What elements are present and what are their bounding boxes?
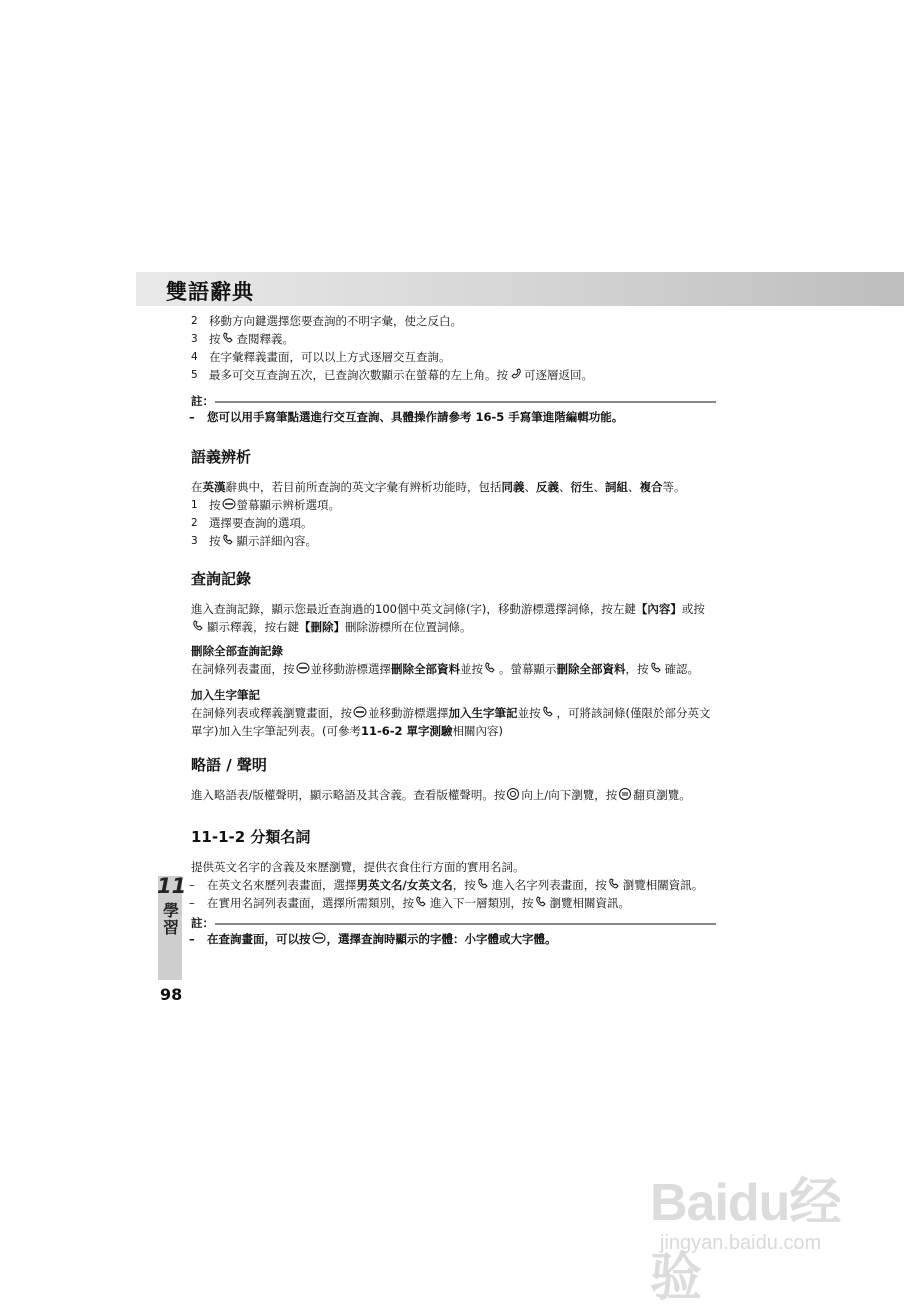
- step-text: 移動方向鍵選擇您要查詢的不明字彙，使之反白。: [209, 314, 462, 328]
- menu-key-icon: [353, 705, 367, 717]
- para-text: 進入略語表/版權聲明，顯示略語及其含義。查看版權聲明。按: [191, 788, 506, 802]
- delete-all-paragraph: [191, 660, 716, 678]
- para-text: 在詞條列表畫面，按: [191, 662, 295, 676]
- phone-key-icon: [542, 705, 556, 717]
- step-number: 1: [191, 499, 198, 511]
- subheading-add-note: 加入生字筆記: [191, 688, 260, 702]
- bullet-bold: 男英文名/女英文名: [356, 878, 453, 892]
- para-text: 刪除游標所在位置詞條。: [345, 620, 472, 634]
- category-intro: 提供英文名字的含義及來歷瀏覽，提供衣食住行方面的實用名詞。: [191, 860, 525, 874]
- step-text: 顯示詳細內容。: [236, 534, 317, 548]
- bullet-text: 瀏覽相關資訊。: [622, 878, 704, 892]
- note-heading: [191, 392, 716, 408]
- bullet-text: 在實用名詞列表畫面，選擇所需類別，按: [207, 896, 414, 910]
- abbr-paragraph: [191, 786, 716, 804]
- chapter-number: 11: [157, 874, 187, 898]
- bullet-dash: –: [189, 932, 195, 946]
- step-item: [191, 348, 716, 366]
- step-number: 3: [191, 333, 198, 345]
- menu-key-icon: [312, 931, 326, 943]
- step-text: 按: [209, 534, 221, 548]
- watermark-logo: Baidu经验: [650, 1174, 841, 1307]
- intro-sep: 、: [593, 480, 605, 494]
- section-intro: [191, 478, 716, 496]
- bullet-text: 進入名字列表畫面，按: [491, 878, 607, 892]
- intro-sep: 、: [628, 480, 640, 494]
- step-number: 2: [191, 315, 198, 327]
- note-item: [189, 930, 716, 948]
- para-text: 並按: [517, 706, 541, 720]
- step-number: 2: [191, 517, 198, 529]
- note-text: ，選擇查詢時顯示的字體：小字體或大字體。: [326, 932, 557, 946]
- phone-key-icon: [650, 661, 664, 673]
- intro-bold: 衍生: [570, 480, 594, 494]
- watermark-url: jingyan.baidu.com: [660, 1232, 822, 1254]
- phone-key-icon: [222, 533, 236, 545]
- history-paragraph: [191, 600, 716, 636]
- para-bold: 加入生字筆記: [448, 706, 518, 720]
- navigation-key-icon: [506, 787, 520, 799]
- step-text: 最多可交互查詢五次，已查詢次數顯示在螢幕的左上角。按: [209, 368, 508, 382]
- para-text: 並按: [460, 662, 483, 676]
- note-label: 註：: [191, 916, 214, 930]
- note-item: [189, 408, 716, 426]
- bullet-text: ，按: [452, 878, 476, 892]
- note-divider: [215, 401, 716, 403]
- page-title: 雙語辭典: [166, 279, 254, 304]
- bullet-text: 在英文名來歷列表畫面，選擇: [207, 878, 357, 892]
- para-bold: 11-6-2 單字測驗: [360, 724, 453, 738]
- intro-bold: 英漢: [202, 480, 226, 494]
- phone-key-icon: [477, 877, 491, 889]
- step-item: [191, 312, 716, 330]
- step-text: 按: [209, 498, 221, 512]
- intro-sep: 、: [559, 480, 571, 494]
- para-bold: 刪除全部資料: [556, 662, 626, 676]
- para-text: 。螢幕顯示: [499, 662, 557, 676]
- bullet-item: [189, 876, 716, 894]
- para-bold: 【刪除】: [299, 620, 345, 634]
- section-title-semantic: 語義辨析: [191, 448, 252, 466]
- note-divider: [215, 923, 716, 925]
- para-text: 相關內容): [452, 724, 504, 738]
- intro-text: 在: [191, 480, 203, 494]
- intro-bold: 反義: [536, 480, 559, 494]
- page-number: 98: [160, 985, 183, 1004]
- para-text: 翻頁瀏覽。: [633, 788, 691, 802]
- para-text: 進入查詢記錄，顯示您最近查詢過的100個中英文詞條(字)，移動游標選擇詞條，按左鍵: [191, 602, 636, 616]
- side-key-icon: [618, 787, 632, 799]
- page-content: [191, 312, 716, 948]
- intro-bold: 同義: [501, 480, 525, 494]
- step-text: 在字彙釋義畫面，可以以上方式逐層交互查詢。: [209, 350, 451, 364]
- step-number: 4: [191, 351, 198, 363]
- section-title-history: 查詢記錄: [191, 570, 252, 588]
- para-bold: 【內容】: [635, 602, 682, 616]
- para-text: 並移動游標選擇: [368, 706, 449, 720]
- phone-key-icon: [192, 619, 206, 631]
- step-item: [191, 532, 716, 550]
- para-text: 向上/向下瀏覽，按: [521, 788, 618, 802]
- intro-text: 等。: [662, 480, 686, 494]
- step-item: [191, 366, 716, 384]
- step-item: [191, 514, 716, 532]
- step-number: 3: [191, 535, 198, 547]
- intro-sep: 、: [524, 480, 536, 494]
- bullet-dash: –: [189, 410, 195, 424]
- note-text: 在查詢畫面，可以按: [207, 932, 311, 946]
- step-text: 選擇要查詢的選項。: [209, 516, 313, 530]
- phone-key-icon: [222, 331, 236, 343]
- step-number: 5: [191, 369, 198, 381]
- intro-text: 辭典中，若目前所查詢的英文字彙有辨析功能時，包括: [225, 480, 502, 494]
- bullet-dash: –: [189, 896, 195, 910]
- chapter-label: 學習: [163, 901, 180, 937]
- para-text: 顯示釋義，按右鍵: [207, 620, 299, 634]
- menu-key-icon: [296, 661, 310, 673]
- step-text: 按: [209, 332, 221, 346]
- bullet-dash: –: [189, 878, 195, 892]
- add-note-paragraph: [191, 704, 716, 740]
- intro-bold: 複合: [639, 480, 663, 494]
- step-text: 查閱釋義。: [236, 332, 294, 346]
- section-title-abbr: 略語 / 聲明: [191, 756, 267, 774]
- step-item: [191, 496, 716, 514]
- intro-bold: 詞組: [605, 480, 628, 494]
- para-bold: 刪除全部資料: [391, 662, 460, 676]
- note-heading: [191, 914, 716, 930]
- step-text: 可逐層返回。: [524, 368, 593, 382]
- step-item: [191, 330, 716, 348]
- section-title-category-nouns: 11-1-2 分類名詞: [191, 828, 311, 846]
- subheading-delete-all: 刪除全部查詢記錄: [191, 644, 283, 658]
- para-text: 確認。: [664, 662, 699, 676]
- bullet-text: 瀏覽相關資訊。: [549, 896, 630, 910]
- bullet-item: [189, 894, 716, 912]
- para-text: 在詞條列表或釋義瀏覽畫面，按: [191, 706, 352, 720]
- phone-key-icon: [608, 877, 622, 889]
- para-text: ，可將該詞條(僅限於部分英文單字)加入生字筆記列表。(可參考: [191, 706, 711, 738]
- watermark: [640, 1140, 890, 1307]
- note-text: 您可以用手寫筆點選進行交互查詢、具體操作請參考 16-5 手寫筆進階編輯功能。: [207, 410, 624, 424]
- bullet-text: 進入下一層類別，按: [430, 896, 534, 910]
- note-label: 註：: [191, 394, 214, 408]
- menu-key-icon: [222, 497, 236, 509]
- end-key-icon: [509, 367, 523, 379]
- phone-key-icon: [484, 661, 498, 673]
- phone-key-icon: [415, 895, 429, 907]
- para-text: 或按: [681, 602, 705, 616]
- para-text: ，按: [625, 662, 649, 676]
- phone-key-icon: [535, 895, 549, 907]
- step-text: 螢幕顯示辨析選項。: [236, 498, 340, 512]
- para-text: 並移動游標選擇: [310, 662, 391, 676]
